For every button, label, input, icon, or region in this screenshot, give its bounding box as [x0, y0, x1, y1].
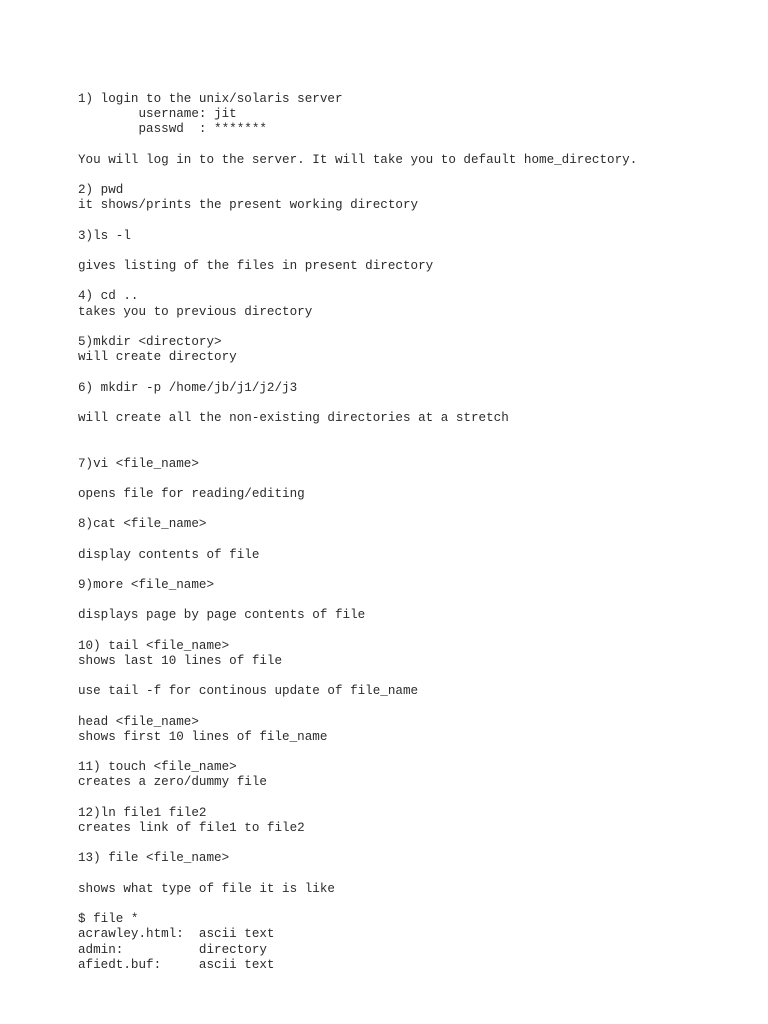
doc-line: 13) file <file_name> — [78, 851, 230, 866]
doc-line — [78, 168, 748, 183]
doc-line — [78, 532, 748, 547]
doc-line: 11) touch <file_name> — [78, 760, 237, 775]
doc-line: passwd : ******* — [78, 122, 267, 137]
doc-line — [78, 472, 748, 487]
doc-line: admin: directory — [78, 942, 267, 957]
doc-line — [78, 745, 748, 760]
doc-line — [78, 593, 748, 608]
doc-line — [78, 244, 748, 259]
doc-line — [78, 214, 748, 229]
doc-line: display contents of file — [78, 547, 260, 562]
doc-line — [78, 624, 748, 639]
doc-line: 6) mkdir -p /home/jb/j1/j2/j3 — [78, 380, 298, 395]
doc-line — [78, 502, 748, 517]
doc-line: takes you to previous directory — [78, 304, 313, 319]
doc-line: acrawley.html: ascii text — [78, 927, 275, 942]
doc-line: 7)vi <file_name> — [78, 456, 199, 471]
doc-line: use tail -f for continous update of file_name — [78, 684, 419, 699]
doc-line: 3)ls -l — [78, 228, 131, 243]
doc-line — [78, 441, 748, 456]
doc-line: 8)cat <file_name> — [78, 517, 207, 532]
doc-line: creates link of file1 to file2 — [78, 821, 305, 835]
doc-line: 9)more <file_name> — [78, 578, 215, 592]
doc-line: shows last 10 lines of file — [78, 653, 283, 668]
doc-line — [78, 836, 748, 851]
doc-line — [78, 138, 748, 153]
doc-line: 12)ln file1 file2 — [78, 805, 207, 820]
doc-line: 10) tail <file_name> — [78, 638, 230, 653]
doc-line: it shows/prints the present working directory — [78, 198, 419, 213]
doc-line: opens file for reading/editing — [78, 486, 305, 501]
doc-line — [78, 867, 748, 882]
doc-line — [78, 563, 748, 578]
doc-line: will create directory — [78, 350, 237, 365]
doc-line: 4) cd .. — [78, 289, 139, 304]
doc-line — [78, 365, 748, 380]
doc-line: head <file_name> — [78, 714, 199, 729]
doc-line: 2) pwd — [78, 183, 124, 198]
doc-line: 5)mkdir <directory> — [78, 335, 222, 349]
doc-line — [78, 274, 748, 289]
document-page — [78, 92, 748, 973]
doc-line: shows what type of file it is like — [78, 881, 335, 896]
doc-line: creates a zero/dummy file — [78, 775, 267, 790]
doc-line — [78, 426, 748, 441]
doc-line: You will log in to the server. It will take you to default home_directory. — [78, 152, 638, 167]
doc-line: will create all the non-existing directories at a stretch — [78, 410, 509, 425]
doc-line — [78, 320, 748, 335]
doc-line: 1) login to the unix/solaris server — [78, 92, 343, 106]
doc-line — [78, 791, 748, 806]
doc-line — [78, 897, 748, 912]
doc-line: afiedt.buf: ascii text — [78, 957, 275, 972]
doc-line: $ file * — [78, 912, 139, 927]
doc-line: username: jit — [78, 107, 237, 122]
doc-line — [78, 700, 748, 715]
doc-line: displays page by page contents of file — [78, 608, 366, 623]
doc-line: gives listing of the files in present directory — [78, 259, 434, 274]
doc-line — [78, 669, 748, 684]
doc-line: shows first 10 lines of file_name — [78, 729, 328, 744]
doc-line — [78, 396, 748, 411]
